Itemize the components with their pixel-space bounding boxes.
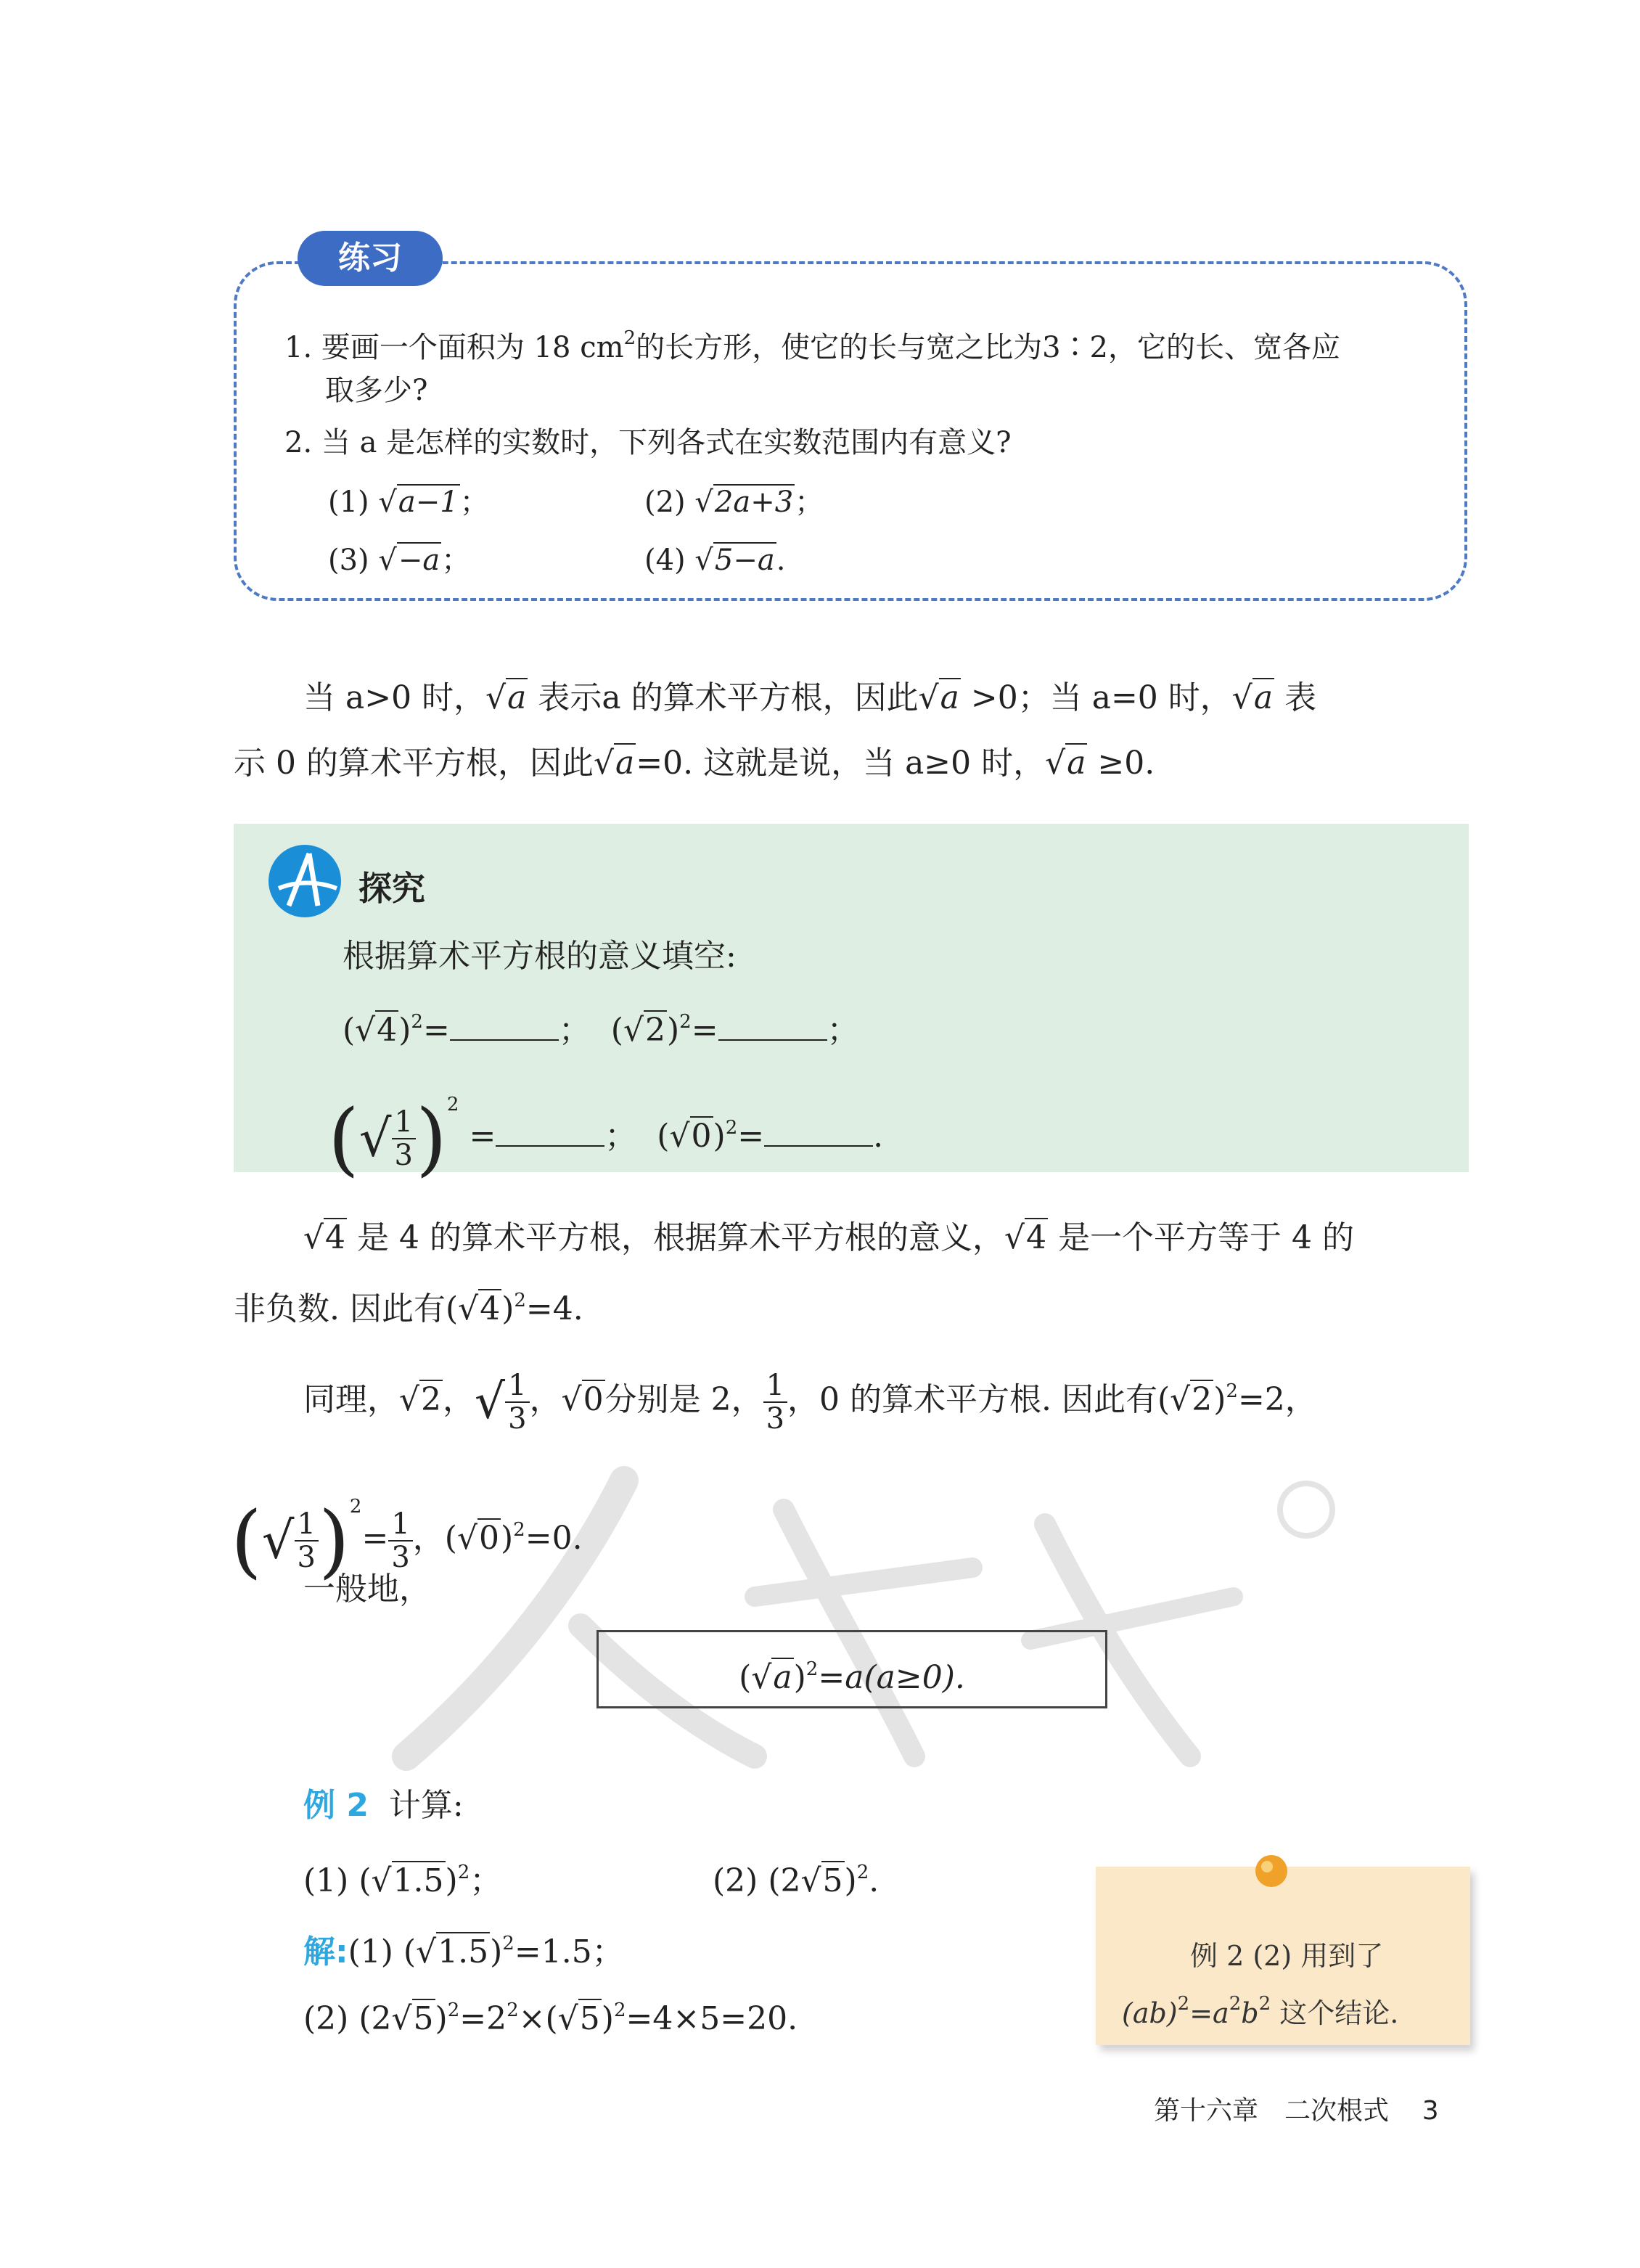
solution-line-2: (2) $(2√5)^2=2^2\times(√5)^2=4\times 5=20$.: [303, 1999, 798, 2037]
para3-line1: 同理，√2，√ $\frac{1}{3}$ ，√0分别是 2， $\frac{1}{3}$ ，0 的算术平方根. 因此有$(√2)^2=2$，: [303, 1368, 1317, 1436]
para1-line2: 示 0 的算术平方根，因此√a=0. 这就是说，当 a≥0 时，√a ≥0.: [234, 745, 1155, 782]
solution-line-1: 解:(1) $(√1.5)^2=1.5$；: [303, 1933, 624, 1970]
exercise-item-4: (4) √5−a.: [644, 544, 786, 577]
explore-title: 探究: [358, 869, 425, 908]
pushpin-icon: [1250, 1848, 1293, 1891]
page-footer: [1154, 2090, 1439, 2127]
note-line-2: $(ab)^2=a^2b^2$ 这个结论.: [1122, 1993, 1399, 2029]
para2-line1: √4 是 4 的算术平方根，根据算术平方根的意义，√4 是一个平方等于 4 的: [303, 1219, 1355, 1256]
solution-label: 解:: [303, 1933, 348, 1970]
example-header: 例 2 计算:: [303, 1787, 464, 1824]
compass-icon: [267, 843, 343, 919]
exercise-q1-line1: 1. 要画一个面积为 18 $cm^2$的长方形，使它的长与宽之比为3∶2，它的长、宽各应: [284, 327, 1340, 364]
example-label: 例 2: [303, 1787, 369, 1824]
para2-line2: 非负数. 因此有$(√4)^2=4$.: [234, 1290, 583, 1327]
general-text: 一般地，: [303, 1571, 431, 1608]
exercise-tag: 练习: [298, 231, 443, 286]
explore-prompt: 根据算术平方根的意义填空:: [343, 938, 737, 975]
explore-row2: (√ $\frac{1}{3}$ )$^2$ = ； $(√0)^2=$ .: [328, 1092, 884, 1185]
example-problem-1: (1) $(√1.5)^2$；: [303, 1862, 502, 1899]
explore-row1: $(√4)^2=$ ； $(√2)^2=$ ；: [343, 1011, 859, 1049]
exercise-item-1: (1) √a−1；: [328, 486, 489, 519]
page-number: 3: [1422, 2096, 1439, 2126]
exercise-item-3: (3) √−a；: [328, 544, 471, 577]
exercise-q2: 2. 当 a 是怎样的实数时，下列各式在实数范围内有意义?: [284, 426, 1012, 459]
example-problem-2: (2) $(2√5)^2$.: [713, 1862, 880, 1899]
note-line-1: 例 2 (2) 用到了: [1190, 1940, 1384, 1972]
chapter-title: 第十六章 二次根式: [1154, 2096, 1390, 2126]
para3-line2: (√ $\frac{1}{3}$ )$^2$= $\frac{1}{3}$ ，$(√0)^2=0$.: [231, 1494, 583, 1587]
formula-box: $(√a)^2=a(a\ge 0)$.: [596, 1630, 1107, 1708]
exercise-item-2: (2) √2a+3；: [644, 486, 824, 519]
exercise-q1-line2: 取多少?: [325, 374, 428, 407]
para1-line1: 当 a>0 时，√a 表示a 的算术平方根，因此√a >0；当 a=0 时，√a 表: [303, 679, 1317, 716]
